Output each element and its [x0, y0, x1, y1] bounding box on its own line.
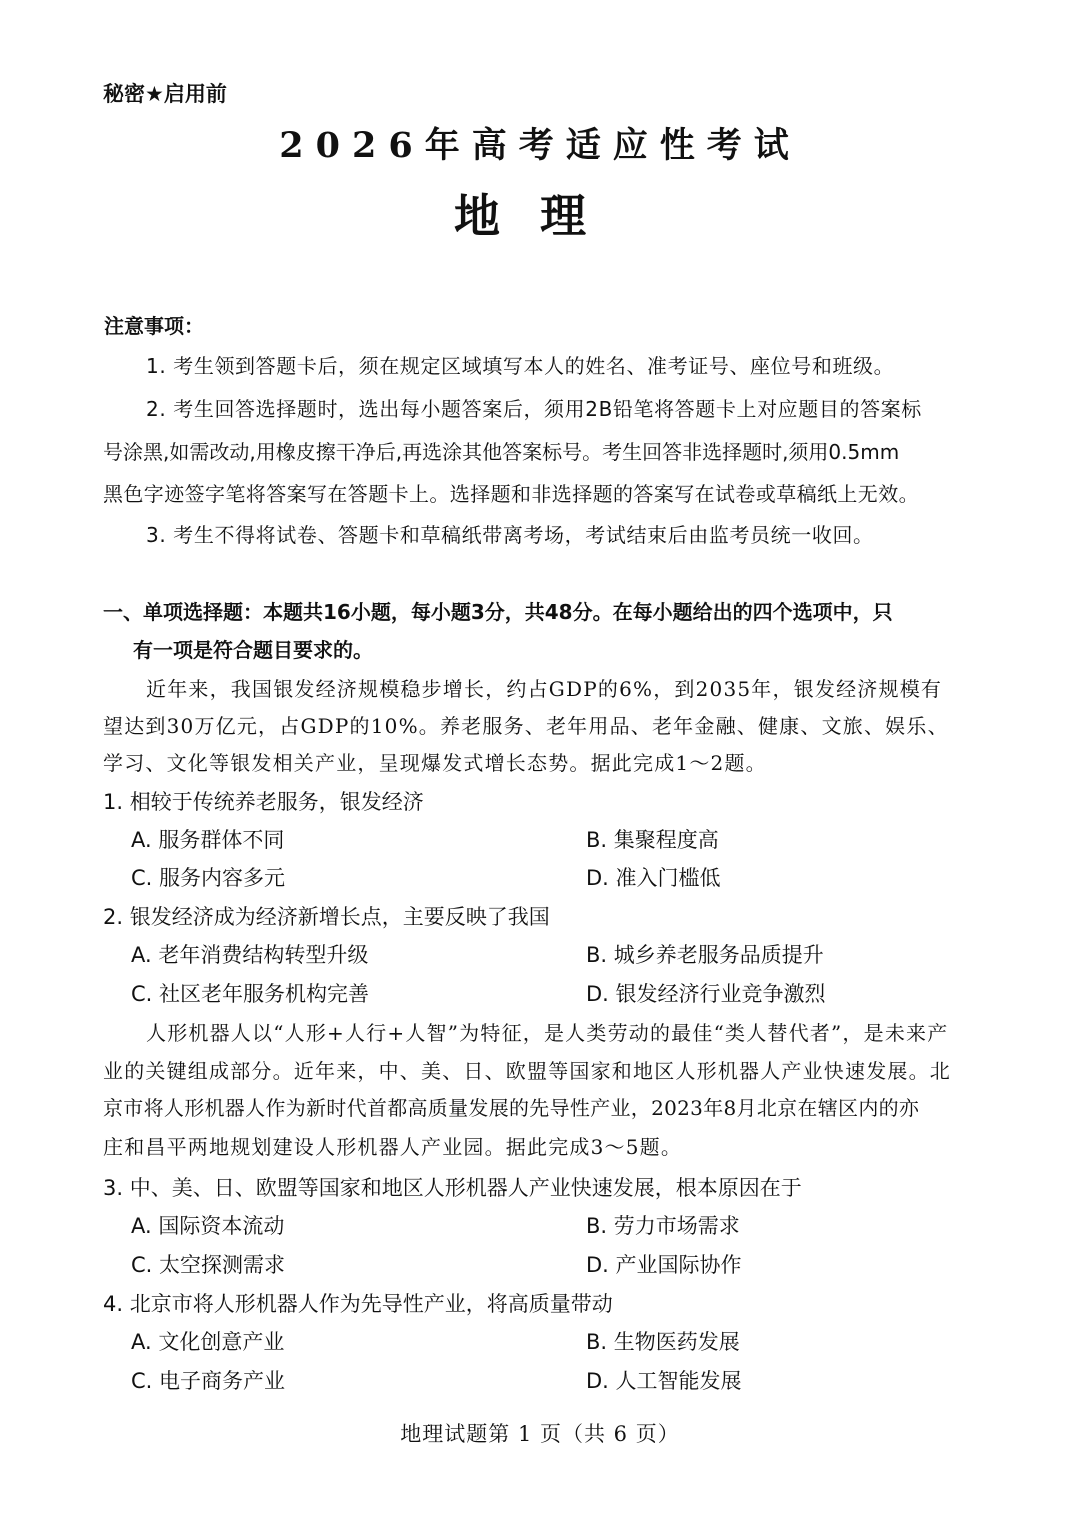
- question-2-option-b: B. 城乡养老服务品质提升: [586, 943, 824, 967]
- page-footer: 地理试题第 1 页（共 6 页）: [400, 1422, 680, 1446]
- notice-item-2-cont-2: 黑色字迹签字笔将答案写在答题卡上。选择题和非选择题的答案写在试卷或草稿纸上无效。: [103, 482, 919, 506]
- question-3-stem: 3. 中、美、日、欧盟等国家和地区人形机器人产业快速发展，根本原因在于: [103, 1176, 802, 1200]
- question-3-option-d: D. 产业国际协作: [586, 1253, 742, 1277]
- passage-2-line-1: 人形机器人以“人形+人行+人智”为特征，是人类劳动的最佳“类人替代者”，是未来产: [146, 1021, 949, 1045]
- question-3-option-b: B. 劳力市场需求: [586, 1214, 740, 1238]
- section-heading-cont: 有一项是符合题目要求的。: [133, 638, 373, 662]
- notice-item-2-cont-1: 号涂黑,如需改动,用橡皮擦干净后,再选涂其他答案标号。考生回答非选择题时,须用0.5mm: [103, 440, 900, 464]
- question-1-stem: 1. 相较于传统养老服务，银发经济: [103, 790, 424, 814]
- notice-item-1: 1. 考生领到答题卡后，须在规定区域填写本人的姓名、准考证号、座位号和班级。: [146, 354, 895, 378]
- question-1-option-b: B. 集聚程度高: [586, 828, 719, 852]
- question-1-option-c: C. 服务内容多元: [131, 866, 286, 890]
- exam-title: 2026年高考适应性考试: [279, 125, 801, 166]
- notice-item-2: 2. 考生回答选择题时，选出每小题答案后，须用2B铅笔将答题卡上对应题目的答案标: [146, 397, 922, 421]
- question-2-option-d: D. 银发经济行业竞争激烈: [586, 982, 826, 1006]
- question-4-option-c: C. 电子商务产业: [131, 1369, 286, 1393]
- question-3-option-c: C. 太空探测需求: [131, 1253, 286, 1277]
- passage-2-line-2: 业的关键组成部分。近年来，中、美、日、欧盟等国家和地区人形机器人产业快速发展。北: [103, 1059, 951, 1083]
- question-1-option-d: D. 准入门槛低: [586, 866, 721, 890]
- confidential-label: 秘密★启用前: [103, 82, 227, 106]
- question-4-option-a: A. 文化创意产业: [131, 1330, 285, 1354]
- passage-1-line-3: 学习、文化等银发相关产业，呈现爆发式增长态势。据此完成1～2题。: [103, 751, 767, 775]
- question-4-stem: 4. 北京市将人形机器人作为先导性产业，将高质量带动: [103, 1292, 613, 1316]
- question-4-option-b: B. 生物医药发展: [586, 1330, 740, 1354]
- question-3-option-a: A. 国际资本流动: [131, 1214, 285, 1238]
- passage-1-line-2: 望达到30万亿元，占GDP的10%。养老服务、老年用品、老年金融、健康、文旅、娱乐、: [103, 714, 949, 738]
- section-heading: 一、单项选择题：本题共16小题，每小题3分，共48分。在每小题给出的四个选项中，只: [103, 600, 893, 624]
- passage-2-line-4: 庄和昌平两地规划建设人形机器人产业园。据此完成3～5题。: [103, 1135, 683, 1159]
- passage-1-line-1: 近年来，我国银发经济规模稳步增长，约占GDP的6%，到2035年，银发经济规模有: [146, 677, 943, 701]
- notice-item-3: 3. 考生不得将试卷、答题卡和草稿纸带离考场，考试结束后由监考员统一收回。: [146, 523, 874, 547]
- passage-2-line-3: 京市将人形机器人作为新时代首都高质量发展的先导性产业，2023年8月北京在辖区内的亦: [103, 1096, 920, 1120]
- subject-title: 地理: [454, 189, 626, 243]
- notice-heading: 注意事项：: [104, 314, 204, 338]
- question-4-option-d: D. 人工智能发展: [586, 1369, 742, 1393]
- question-2-option-a: A. 老年消费结构转型升级: [131, 943, 369, 967]
- question-1-option-a: A. 服务群体不同: [131, 828, 285, 852]
- question-2-stem: 2. 银发经济成为经济新增长点，主要反映了我国: [103, 905, 550, 929]
- question-2-option-c: C. 社区老年服务机构完善: [131, 982, 370, 1006]
